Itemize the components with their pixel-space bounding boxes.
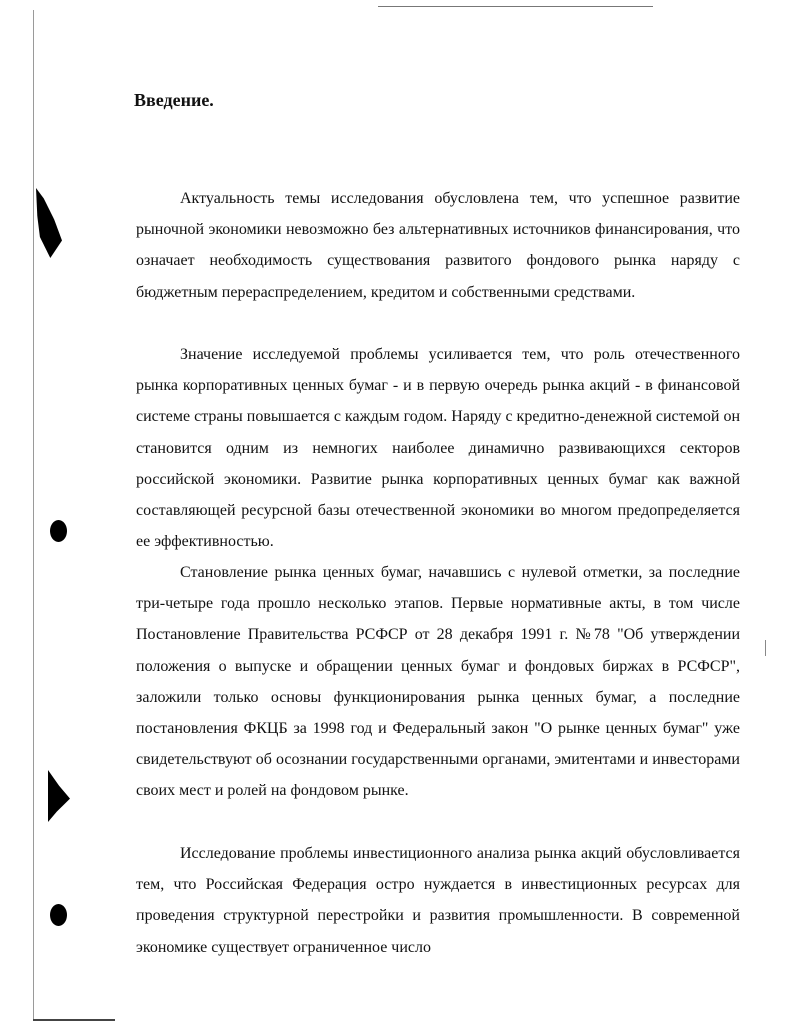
- scan-top-rule: [378, 6, 653, 7]
- scan-margin-tick: [765, 640, 766, 656]
- punch-hole-lower: [50, 904, 67, 926]
- scan-bottom-edge-line: [33, 1019, 115, 1021]
- scan-binding-mark-bottom: [48, 770, 70, 822]
- paragraph-relevance: Актуальность темы исследования обусловлена тем, что успешное развитие рыночной экономики невозможно без альтернативных источников финансирования, что означает необходимость существования развитого фондового рынка наряду с бюджетным перераспределением, кредитом и собственными средствами.: [136, 190, 740, 301]
- punch-hole-upper: [50, 520, 67, 542]
- section-heading: Введение.: [134, 90, 214, 110]
- scan-binding-mark-top: [36, 188, 62, 258]
- paragraph-significance: Значение исследуемой проблемы усиливается тем, что роль отечественного рынка корпоративных ценных бумаг - и в первую очередь рынка акций - в финансовой системе страны повышается с каждым годом. Наряду с кредитно-денежной системой он становится одним из немногих наиболее динамично развивающихся секторов российской экономики. Развитие рынка корпоративных ценных бумаг как важной составляющей ресурсной базы отечественной экономики во многом предопределяется ее эффективностью.: [136, 346, 740, 551]
- scan-left-edge-line: [33, 10, 34, 1020]
- paragraph-market-formation: Становление рынка ценных бумаг, начавшись с нулевой отметки, за последние три-четыре года прошло несколько этапов. Первые нормативные акты, в том числе Постановление Правительства РСФСР от 28 декабря 1991 г. №78 "Об утверждении положения о выпуске и обращении ценных бумаг и фондовых биржах в РСФСР", заложили только основы функционирования рынка ценных бумаг, а последние постановления ФКЦБ за 1998 год и Федеральный закон "О рынке ценных бумаг" уже свидетельствуют об осознании государственными органами, эмитентами и инвесторами своих мест и ролей на фондовом рынке.: [136, 564, 740, 800]
- paragraph-research-rationale: Исследование проблемы инвестиционного анализа рынка акций обусловливается тем, что Российская Федерация остро нуждается в инвестиционных ресурсах для проведения структурной перестройки и развития промышленности. В современной экономике существует ограниченное число: [136, 845, 740, 956]
